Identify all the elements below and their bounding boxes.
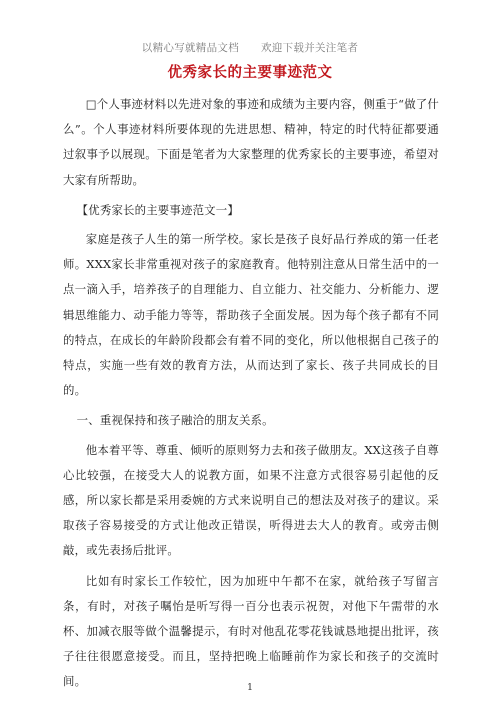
paragraph: 比如有时家长工作较忙，因为加班中午都不在家，就给孩子写留言条，有时，对孩子嘱怡是听写得一百分也表示祝贺，对他下午需带的水杯、加减衣服等做个温馨提示，有时对他乱花零花钱诚恳地提出批评，孩子往往很愿意接受。而且，坚持把晚上临睡前作为家长和孩子的交流时间。 [63, 573, 439, 689]
document-body [63, 92, 439, 700]
paragraph-intro: □个人事迹材料以先进对象的事迹和成绩为主要内容，侧重于“做了什么”。个人事迹材料所要体现的先进思想、精神，特定的时代特征都要通过叙事予以展现。下面是笔者为大家整理的优秀家长的主要事迹，希望对大家有所帮助。 [63, 97, 439, 187]
paragraph: 家庭是孩子人生的第一所学校。家长是孩子良好品行养成的第一任老师。XXX家长非常重视对孩子的家庭教育。他特别注意从日常生活中的一点一滴入手，培养孩子的自理能力、自立能力、社交能力、分析能力、逻辑思维能力、动手能力等等，帮助孩子全面发展。因为每个孩子都有不同的特点，在成长的年龄阶段都会有着不同的变化，所以他根据自己孩子的特点，实施一些有效的教育方法，从而达到了家长、孩子共同成长的目的。 [63, 232, 439, 398]
subsection-heading: 一、重视保持和孩子融洽的朋友关系。 [76, 413, 274, 428]
header-note-left: 以精心写就精品文档 [141, 42, 239, 54]
paragraph: 他本着平等、尊重、倾听的原则努力去和孩子做朋友。XX这孩子自尊心比较强，在接受大人的说教方面，如果不注意方式很容易引起他的反感，所以家长都是采用委婉的方式来说明自己的想法及对孩子的建议。采取孩子容易接受的方式让他改正错误，听得进去大人的教育。或旁击侧敲，或先表扬后批评。 [63, 442, 439, 558]
document-title: 优秀家长的主要事迹范文 [167, 64, 333, 81]
document-header-note [0, 40, 500, 55]
section-heading: 【优秀家长的主要事迹范文一】 [76, 202, 239, 217]
header-note-right: 欢迎下载并关注笔者 [261, 42, 359, 54]
page-number: 1 [246, 682, 254, 693]
